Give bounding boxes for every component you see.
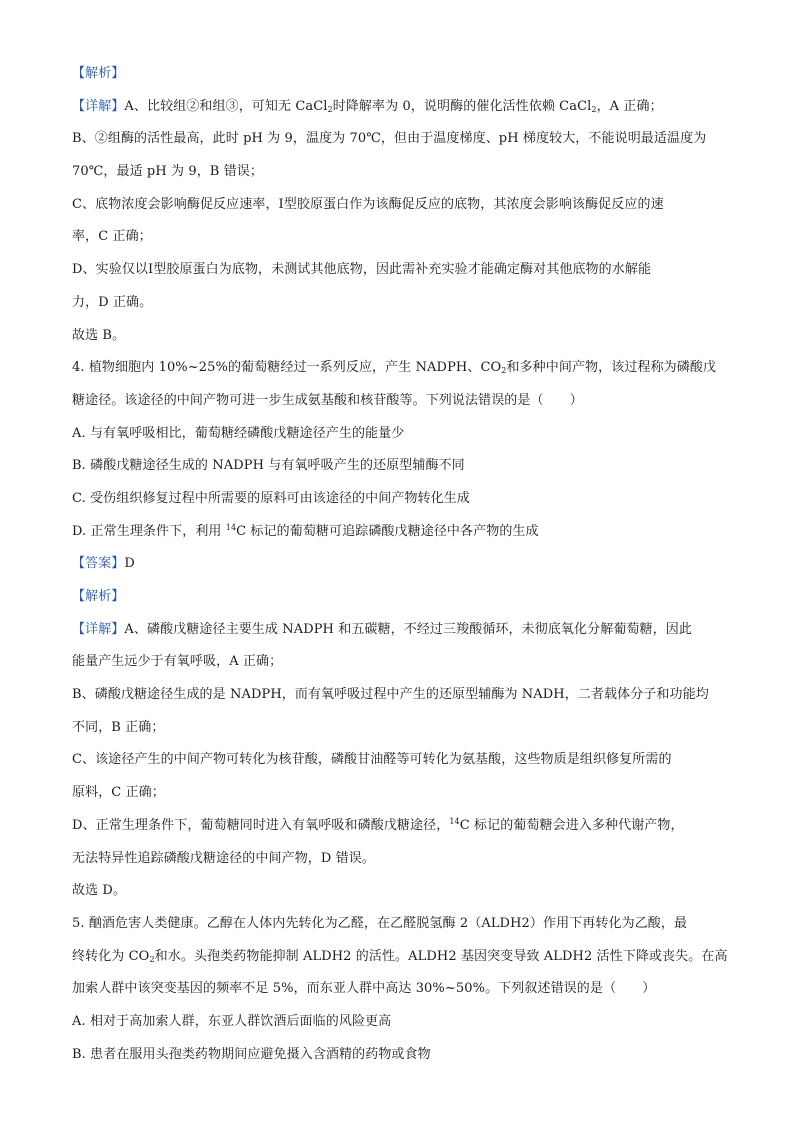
q5-stem-text: 和水。头孢类药物能抑制 ALDH2 的活性。ALDH2 基因突变导致 ALDH2 活性下降或丧失。在高 [154, 948, 728, 964]
subscript: 2 [591, 104, 597, 114]
q4-detail-line-d1 [72, 816, 732, 836]
detail-tag: 【详解】 [72, 621, 125, 637]
q4-answer [72, 554, 732, 574]
q4-detail-line-a1 [72, 620, 732, 640]
detail-text: D、正常生理条件下，葡萄糖同时进入有氧呼吸和磷酸戊糖途径， [72, 817, 450, 833]
analysis-tag: 【解析】 [72, 589, 125, 604]
detail-line-d1: D、实验仅以Ⅰ型胶原蛋白为底物，未测试其他底物，因此需补充实验才能确定酶对其他底物的水解能 [72, 262, 652, 278]
q4-conclusion: 故选 D。 [72, 883, 127, 899]
q4-detail-line-d2: 无法特异性追踪磷酸戊糖途径的中间产物，D 错误。 [72, 850, 375, 866]
detail-tag: 【详解】 [72, 98, 125, 114]
q5-option-b: B. 患者在服用头孢类药物期间应避免摄入含酒精的药物或食物 [72, 1046, 431, 1062]
q4-option-c: C. 受伤组织修复过程中所需要的原料可由该途径的中间产物转化生成 [72, 490, 470, 506]
q4-detail-line-c1: C、该途径产生的中间产物可转化为核苷酸，磷酸甘油醛等可转化为氨基酸，这些物质是组织修复所需的 [72, 752, 672, 768]
detail-text: A、比较组②和组③，可知无 CaCl [124, 98, 328, 114]
q4-stem-line1 [72, 358, 732, 378]
analysis-heading [72, 64, 732, 84]
q5-stem-line2 [72, 947, 732, 967]
q4-option-d-text: C 标记的葡萄糖可追踪磷酸戊糖途径中各产物的生成 [236, 523, 539, 539]
detail-text: 时降解率为 0，说明酶的催化活性依赖 CaCl [332, 98, 592, 114]
q4-option-b: B. 磷酸戊糖途径生成的 NADPH 与有氧呼吸产生的还原型辅酶不同 [72, 458, 465, 474]
answer-value: D [124, 556, 135, 572]
detail-text: ，A 正确； [596, 98, 663, 114]
detail-line-a [72, 97, 732, 117]
q4-option-d-text: D. 正常生理条件下，利用 [72, 523, 226, 539]
q4-detail-line-a2: 能量产生远少于有氧呼吸，A 正确； [72, 654, 283, 670]
conclusion: 故选 B。 [72, 327, 126, 343]
q5-stem-line1: 5. 酗酒危害人类健康。乙醇在人体内先转化为乙醛，在乙醛脱氢酶 2（ALDH2）作用下再转化为乙酸，最 [72, 915, 688, 931]
q4-option-d [72, 522, 732, 542]
subscript: 2 [149, 954, 155, 964]
q4-detail-line-c2: 原料，C 正确； [72, 785, 165, 801]
superscript: 14 [449, 816, 460, 826]
analysis-tag: 【解析】 [72, 66, 125, 81]
q4-stem-line2: 糖途径。该途径的中间产物可进一步生成氨基酸和核苷酸等。下列说法错误的是（ ） [72, 392, 583, 408]
detail-line-d2: 力，D 正确。 [72, 294, 153, 310]
detail-text: A、磷酸戊糖途径主要生成 NADPH 和五碳糖，不经过三羧酸循环，未彻底氧化分解葡萄糖，因此 [124, 621, 692, 637]
q4-option-a: A. 与有氧呼吸相比，葡萄糖经磷酸戊糖途径产生的能量少 [72, 425, 405, 441]
q4-stem-text: 4. 植物细胞内 10%~25%的葡萄糖经过一系列反应，产生 NADPH、CO [72, 360, 502, 376]
subscript: 2 [501, 366, 507, 376]
q4-analysis-heading [72, 587, 732, 607]
document-page [72, 64, 732, 1077]
detail-line-c1: C、底物浓度会影响酶促反应速率，Ⅰ型胶原蛋白作为该酶促反应的底物，其浓度会影响该酶促反应的速 [72, 196, 664, 212]
subscript: 2 [327, 104, 333, 114]
detail-line-b1: B、②组酶的活性最高，此时 pH 为 9，温度为 70℃，但由于温度梯度、pH 梯度较大，不能说明最适温度为 [72, 131, 707, 147]
q4-stem-text: 和多种中间产物，该过程称为磷酸戊 [506, 360, 717, 376]
q5-stem-line3: 加索人群中该突变基因的频率不足 5%，而东亚人群中高达 30%~50%。下列叙述错误的是（ ） [72, 981, 656, 997]
detail-text: C 标记的葡萄糖会进入多种代谢产物， [459, 817, 684, 833]
superscript: 14 [225, 522, 237, 532]
q4-detail-line-b1: B、磷酸戊糖途径生成的是 NADPH，而有氧呼吸过程中产生的还原型辅酶为 NADH，二者载体分子和功能均 [72, 687, 709, 703]
q4-detail-line-b2: 不同，B 正确； [72, 719, 165, 735]
answer-tag: 【答案】 [72, 556, 125, 572]
q5-option-a: A. 相对于高加索人群，东亚人群饮酒后面临的风险更高 [72, 1013, 392, 1029]
q5-stem-text: 终转化为 CO [72, 948, 150, 964]
detail-line-b2: 70℃，最适 pH 为 9，B 错误； [72, 164, 263, 180]
detail-line-c2: 率，C 正确； [72, 229, 152, 245]
